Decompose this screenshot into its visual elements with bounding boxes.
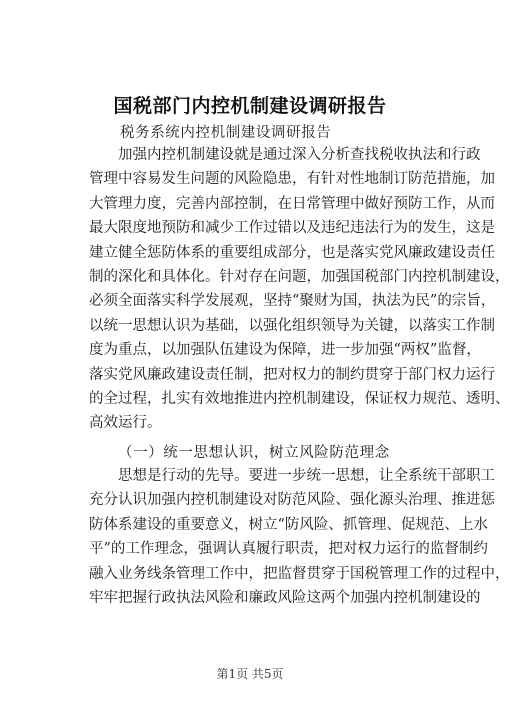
paragraph-intro bbox=[89, 143, 510, 436]
paragraph-line: 管理中容易发生问题的风险隐患，有针对性地制订防范措施，加 bbox=[89, 171, 495, 188]
paragraph-line: 防体系建设的重要意义，树立“防风险、抓管理、促规范、上水 bbox=[89, 516, 488, 533]
paragraph-line: 加强内控机制建设就是通过深入分析查找税收执法和行政 bbox=[118, 147, 481, 163]
page-footer: 第1页 共5页 bbox=[216, 667, 284, 681]
paragraph-line: 充分认识加强内控机制建设对防范风险、强化源头治理、推进惩 bbox=[89, 492, 495, 509]
paragraph-section-1 bbox=[89, 464, 510, 610]
paragraph-line: 的全过程，扎实有效地推进内控机制建设，保证权力规范、透明、 bbox=[89, 390, 510, 407]
paragraph-line: 必须全面落实科学发展观，坚持“聚财为国，执法为民”的宗旨， bbox=[89, 293, 496, 310]
paragraph-line: 度为重点，以加强队伍建设为保障，进一步加强“两权”监督， bbox=[89, 342, 481, 359]
paragraph-line: 最大限度地预防和减少工作过错以及违纪违法行为的发生，这是 bbox=[89, 220, 495, 237]
document-subtitle: 税务系统内控机制建设调研报告 bbox=[120, 125, 332, 141]
paragraph-line: 牢牢把握行政执法风险和廉政风险这两个加强内控机制建设的 bbox=[89, 589, 481, 606]
paragraph-line: 高效运行。 bbox=[89, 415, 162, 432]
paragraph-line: 平”的工作理念，强调认真履行职责，把对权力运行的监督制约 bbox=[89, 541, 488, 558]
paragraph-line: 落实党风廉政建设责任制，把对权力的制约贯穿于部门权力运行 bbox=[89, 366, 495, 383]
section-heading-1: （一）统一思想认识，树立风险防范理念 bbox=[118, 445, 390, 461]
paragraph-line: 建立健全惩防体系的重要组成部分，也是落实党风廉政建设责任 bbox=[89, 244, 495, 261]
paragraph-line: 思想是行动的先导。要进一步统一思想，让全系统干部职工 bbox=[118, 468, 495, 484]
paragraph-line: 制的深化和具体化。针对存在问题，加强国税部门内控机制建设， bbox=[89, 268, 510, 285]
document-title: 国税部门内控机制建设调研报告 bbox=[113, 95, 387, 117]
paragraph-line: 融入业务线条管理工作中，把监督贯穿于国税管理工作的过程中， bbox=[89, 565, 510, 582]
paragraph-line: 大管理力度，完善内部控制，在日常管理中做好预防工作，从而 bbox=[89, 195, 495, 212]
paragraph-line: 以统一思想认识为基础，以强化组织领导为关键，以落实工作制 bbox=[89, 317, 495, 334]
